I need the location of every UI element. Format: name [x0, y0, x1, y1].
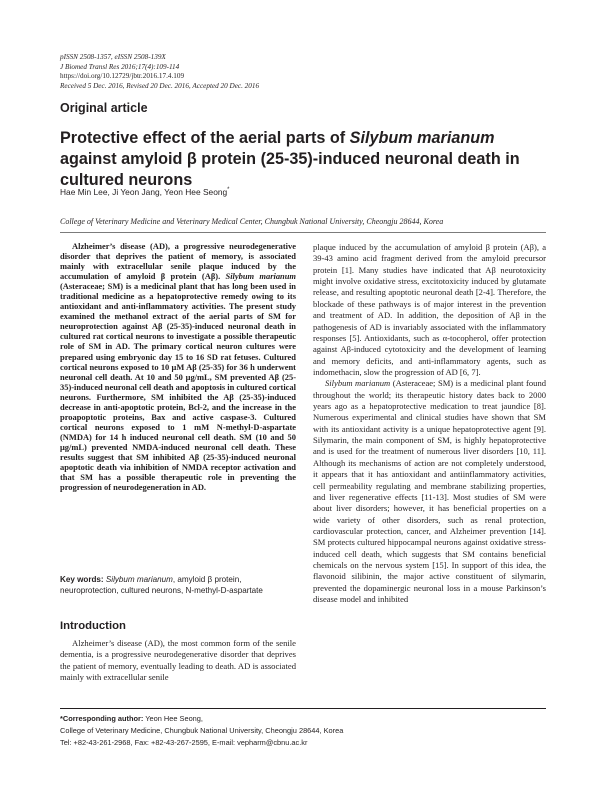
footnote-divider: [60, 708, 546, 709]
paragraph-2-text: (Asteraceae; SM) is a medicinal plant found throughout the world; its therapeutic history dates back to 2000 years ago as a hepatoprotective medication to treat jaundice [8]. Numerous experimental and clinical studies have shown that SM with its antioxidant activity is a unique hepatoprotective agent [9]. Silymarin, the main component of SM, is highly hepatoprotective and is used for the treatment of numerous liver disorders [10, 11]. Although its mechanisms of action are not completely understood, it appears that it has antioxidant and antiinflammatory activities, cell permeability regulating and membrane stabilizing properties, and liver regenerative effects [11-13]. Most studies of SM were about liver disorders; however, it has beneficial properties on a wide variety of other disorders, such as renal protection, cardiovascular protection, cancer, and Alzheimer prevention [14]. SM protects cultured hippocampal neurons against oxidative stress-induced cell death, which suggests that SM contains beneficial chemicals on the nervous system [15]. In support of this idea, the flavonoid silibinin, the major active constituent of silymarin, prevented the dopaminergic neuronal loss in a mouse Parkinson’s disease model and inhibited: [313, 378, 546, 605]
abstract-text-2: (Asteraceae; SM) is a medicinal plant that has long been used in traditional medicine as a hepatoprotective remedy owing to its antioxidant and anti-inflammatory activities. The present study examined the methanol extract of the aerial parts of SM for neuroprotection against Aβ (25-35)-induced neuronal death in cultured rat cortical neurons to investigate a possible therapeutic role of SM in AD. The primary cortical neuron cultures were prepared using embryonic day 15 to 16 SD rat fetuses. Cultured cortical neurons exposed to 10 μM Aβ (25-35) for 36 h underwent neuronal cell death. At 10 and 50 μg/mL, SM prevented Aβ (25-35)-induced neuronal cell death and apoptosis in cultured cortical neurons. Furthermore, SM inhibited the Aβ (25-35)-induced decrease in anti-apoptotic protein, Bcl-2, and the increase in the proapoptotic proteins, Bax and active caspase-3. Cultured cortical neurons exposed to 1 mM N-methyl-D-aspartate (NMDA) for 14 h induced neuronal cell death. SM (10 and 50 μg/mL) prevented NMDA-induced neuronal cell death. These results suggest that SM inhibited Aβ (25-35)-induced neuronal apoptotic death via inhibition of NMDA receptor activation and that SM has a possible therapeutic role in preventing the progression of neurodegeneration in AD.: [60, 281, 296, 493]
right-column-paragraph-2: [313, 378, 546, 605]
title-part-1: Protective effect of the aerial parts of: [60, 129, 350, 147]
journal-metadata: [60, 53, 259, 91]
article-type-label: Original article: [60, 101, 148, 115]
footnote-author-name: Yeon Hee Seong,: [143, 714, 203, 723]
corresponding-author-mark: *: [227, 187, 230, 194]
author-names: Hae Min Lee, Ji Yeon Jang, Yeon Hee Seong: [60, 187, 228, 197]
footnote-name-line: [60, 713, 343, 725]
footnote-address: College of Veterinary Medicine, Chungbuk National University, Cheongju 28644, Korea: [60, 726, 344, 735]
dates-line: Received 5 Dec. 2016, Revised 20 Dec. 2016, Accepted 20 Dec. 2016: [60, 81, 260, 90]
introduction-heading: Introduction: [60, 620, 126, 632]
right-column: [313, 242, 546, 606]
abstract-text-1: Alzheimer’s disease (AD), a progressive neurodegenerative disorder that deprives the patient of memory, is associated mainly with extracellular senile plaque induced by the accumulation of amyloid β protein (Aβ).: [60, 241, 296, 282]
paragraph-species-name: Silybum marianum: [325, 378, 391, 389]
author-list: [60, 187, 230, 197]
doi-link[interactable]: https://doi.org/10.12729/jbtr.2016.17.4.109: [60, 72, 185, 81]
keywords-rest: , amyloid β protein, neuroprotection, cultured neurons, N-methyl-D-aspartate: [60, 575, 263, 596]
title-species-name: Silybum marianum: [349, 129, 495, 147]
footnote-label: *Corresponding author:: [60, 714, 144, 723]
keywords: [60, 574, 296, 597]
abstract-species-name: Silybum marianum: [225, 271, 297, 282]
abstract: [60, 241, 296, 492]
issn-line: pISSN 2508-1357, eISSN 2508-139X: [60, 53, 166, 61]
author-affiliation: College of Veterinary Medicine and Veterinary Medical Center, Chungbuk National University, Cheongju 28644, Korea: [60, 217, 444, 226]
citation-line: J Biomed Transl Res 2016;17(4):109-114: [60, 62, 180, 71]
footnote-contact: Tel: +82-43-261-2968, Fax: +82-43-267-2595, E-mail: vepharm@cbnu.ac.kr: [60, 738, 308, 747]
introduction-text: Alzheimer’s disease (AD), the most common form of the senile dementia, is a progressive neurodegenerative disorder that deprives the patient of memory, eventually leading to death. AD is associated mainly with extracellular senile: [60, 638, 296, 683]
right-column-paragraph-1: plaque induced by the accumulation of amyloid β protein (Aβ), a 39-43 amino acid fragment derived from the amyloid precursor protein [1]. Many studies have indicated that Aβ neurotoxicity might involve oxidative stress, excitotoxicity induced by glutamate release, and resulting apoptotic neuronal death [2-4]. Therefore, the blockade of these pathways is of major interest in the prevention and treatment of AD. In addition, the deposition of Aβ in the pathogenesis of AD is invariably associated with the inflammatory responses [5]. Antioxidants, such as α-tocopherol, offer protection against Aβ-induced cytotoxicity and the development of learning and memory deficits, and anti-inflammatory agents, such as indomethacin, slow the progression of AD [6, 7].: [313, 242, 546, 377]
keyword-species: Silybum marianum: [105, 575, 173, 584]
header-divider: [60, 232, 546, 233]
keywords-label: Key words:: [60, 575, 104, 584]
corresponding-author-footnote: [60, 713, 343, 749]
title-part-2: against amyloid β protein (25-35)-induced neuronal death in cultured neurons: [60, 150, 520, 189]
